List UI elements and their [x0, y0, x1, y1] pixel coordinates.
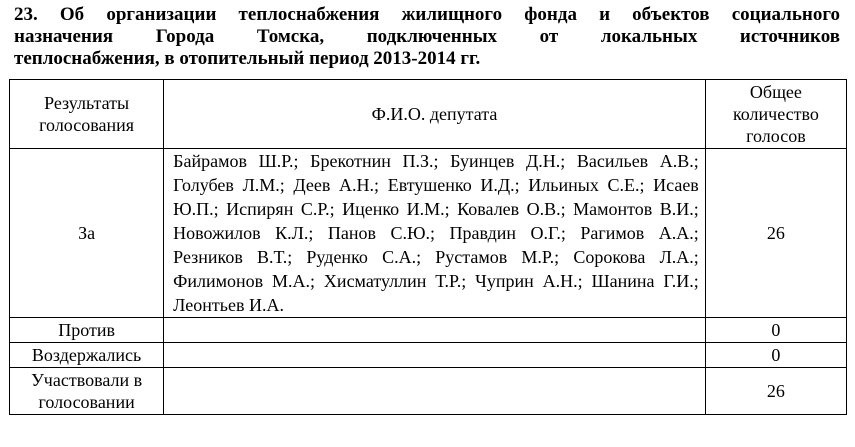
row-abstained-deputies — [164, 343, 706, 368]
header-deputy-names: Ф.И.О. депутата — [164, 80, 706, 149]
table-row-participated — [10, 368, 847, 415]
voting-results-table — [9, 79, 847, 415]
row-for-total: 26 — [705, 149, 846, 318]
table-row-for — [10, 149, 847, 318]
row-abstained-result: Воздержались — [10, 343, 164, 368]
heading-line-3: теплоснабжения, в отопительный период 2013-2014 гг. — [14, 48, 481, 69]
row-against-total: 0 — [705, 318, 846, 343]
row-participated-deputies — [164, 368, 706, 415]
heading-line-2: назначения Города Томска, подключенных от локальных источников — [14, 26, 840, 47]
table-header-row — [10, 80, 847, 149]
header-total-votes: Общее количество голосов — [705, 80, 846, 149]
row-against-result: Против — [10, 318, 164, 343]
heading-line-1: 23. Об организации теплоснабжения жилищного фонда и объектов социального — [14, 4, 840, 25]
row-participated-result: Участвовали в голосовании — [10, 368, 164, 415]
table-row-abstained — [10, 343, 847, 368]
document-heading — [14, 4, 840, 70]
row-against-deputies — [164, 318, 706, 343]
row-for-result: За — [10, 149, 164, 318]
table-row-against — [10, 318, 847, 343]
row-participated-total: 26 — [705, 368, 846, 415]
row-for-deputies: Байрамов Ш.Р.; Брекотнин П.З.; Буинцев Д.Н.; Васильев А.В.; Голубев Л.М.; Деев А.Н.; Евтушенко И.Д.; Ильиных С.Е.; Исаев Ю.П.; Испирян С.Р.; Иценко И.М.; Ковалев О.В.; Мамонтов В.И.; Новожилов К.Л.; Панов С.Ю.; Правдин О.Г.; Рагимов А.А.; Резников В.Т.; Руденко С.А.; Рустамов М.Р.; Сорокова Л.А.; Филимонов М.А.; Хисматуллин Т.Р.; Чуприн А.Н.; Шанина Г.И.; Леонтьев И.А. — [164, 149, 706, 318]
row-abstained-total: 0 — [705, 343, 846, 368]
header-voting-results: Результаты голосования — [10, 80, 164, 149]
